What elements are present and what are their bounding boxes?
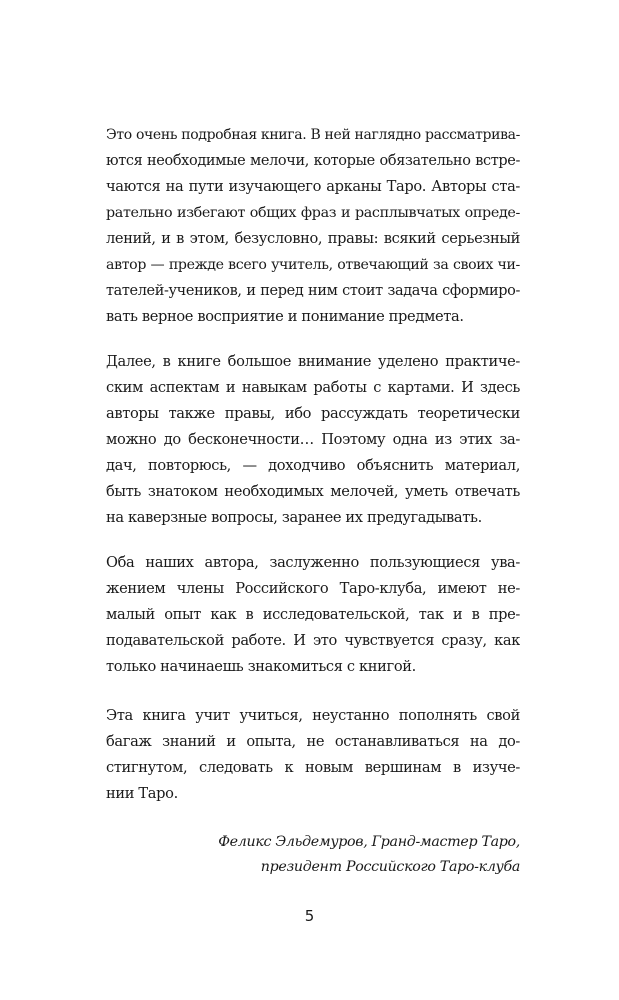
- text-line: быть знатоком необходимых мелочей, уметь отвечать: [106, 483, 520, 500]
- signature-line-title: президент Российского Таро-клуба: [260, 859, 520, 875]
- text-line: ются необходимые мелочи, которые обязательно встре-: [106, 153, 520, 169]
- text-line: Эта книга учит учиться, неустанно пополнять свой: [106, 707, 520, 724]
- signature-line-name: Феликс Эльдемуров, Гранд-мастер Таро,: [218, 834, 520, 850]
- paragraph-1: [106, 122, 520, 330]
- text-line: лений, и в этом, безусловно, правы: всякий серьезный: [106, 230, 520, 247]
- text-line: рательно избегают общих фраз и расплывчатых опреде-: [106, 205, 520, 221]
- text-line: нии Таро.: [106, 785, 178, 802]
- text-line: багаж знаний и опыта, не останавливаться на до-: [106, 733, 520, 750]
- text-line: можно до бесконечности… Поэтому одна из этих за-: [106, 431, 520, 448]
- text-line: Далее, в книге большое внимание уделено практиче-: [106, 353, 520, 370]
- text-line: Оба наших автора, заслуженно пользующиеся ува-: [106, 554, 520, 571]
- text-line: стигнутом, следовать к новым вершинам в изуче-: [106, 759, 520, 776]
- text-line: автор — прежде всего учитель, отвечающий за своих чи-: [106, 257, 520, 273]
- paragraph-3: [106, 550, 520, 680]
- text-line: дач, повторюсь, — доходчиво объяснить материал,: [106, 457, 520, 474]
- text-line: авторы также правы, ибо рассуждать теоретически: [106, 405, 520, 422]
- text-line: только начинаешь знакомиться с книгой.: [106, 658, 416, 675]
- text-line: вать верное восприятие и понимание предмета.: [106, 308, 464, 325]
- page-number: 5: [304, 907, 315, 925]
- text-line: малый опыт как в исследовательской, так и в пре-: [106, 606, 520, 623]
- text-line: на каверзные вопросы, заранее их предугадывать.: [106, 509, 482, 526]
- text-line: ским аспектам и навыкам работы с картами. И здесь: [106, 379, 520, 396]
- paragraph-2: [106, 349, 520, 531]
- text-line: чаются на пути изучающего арканы Таро. Авторы ста-: [106, 178, 520, 195]
- text-line: жением члены Российского Таро-клуба, имеют не-: [106, 580, 520, 597]
- paragraph-4: [106, 703, 520, 807]
- author-signature: [160, 830, 520, 880]
- text-line: Это очень подробная книга. В ней наглядно рассматрива-: [106, 127, 520, 143]
- text-line: тателей-учеников, и перед ним стоит задача сформиро-: [106, 283, 520, 299]
- text-line: подавательской работе. И это чувствуется сразу, как: [106, 632, 520, 649]
